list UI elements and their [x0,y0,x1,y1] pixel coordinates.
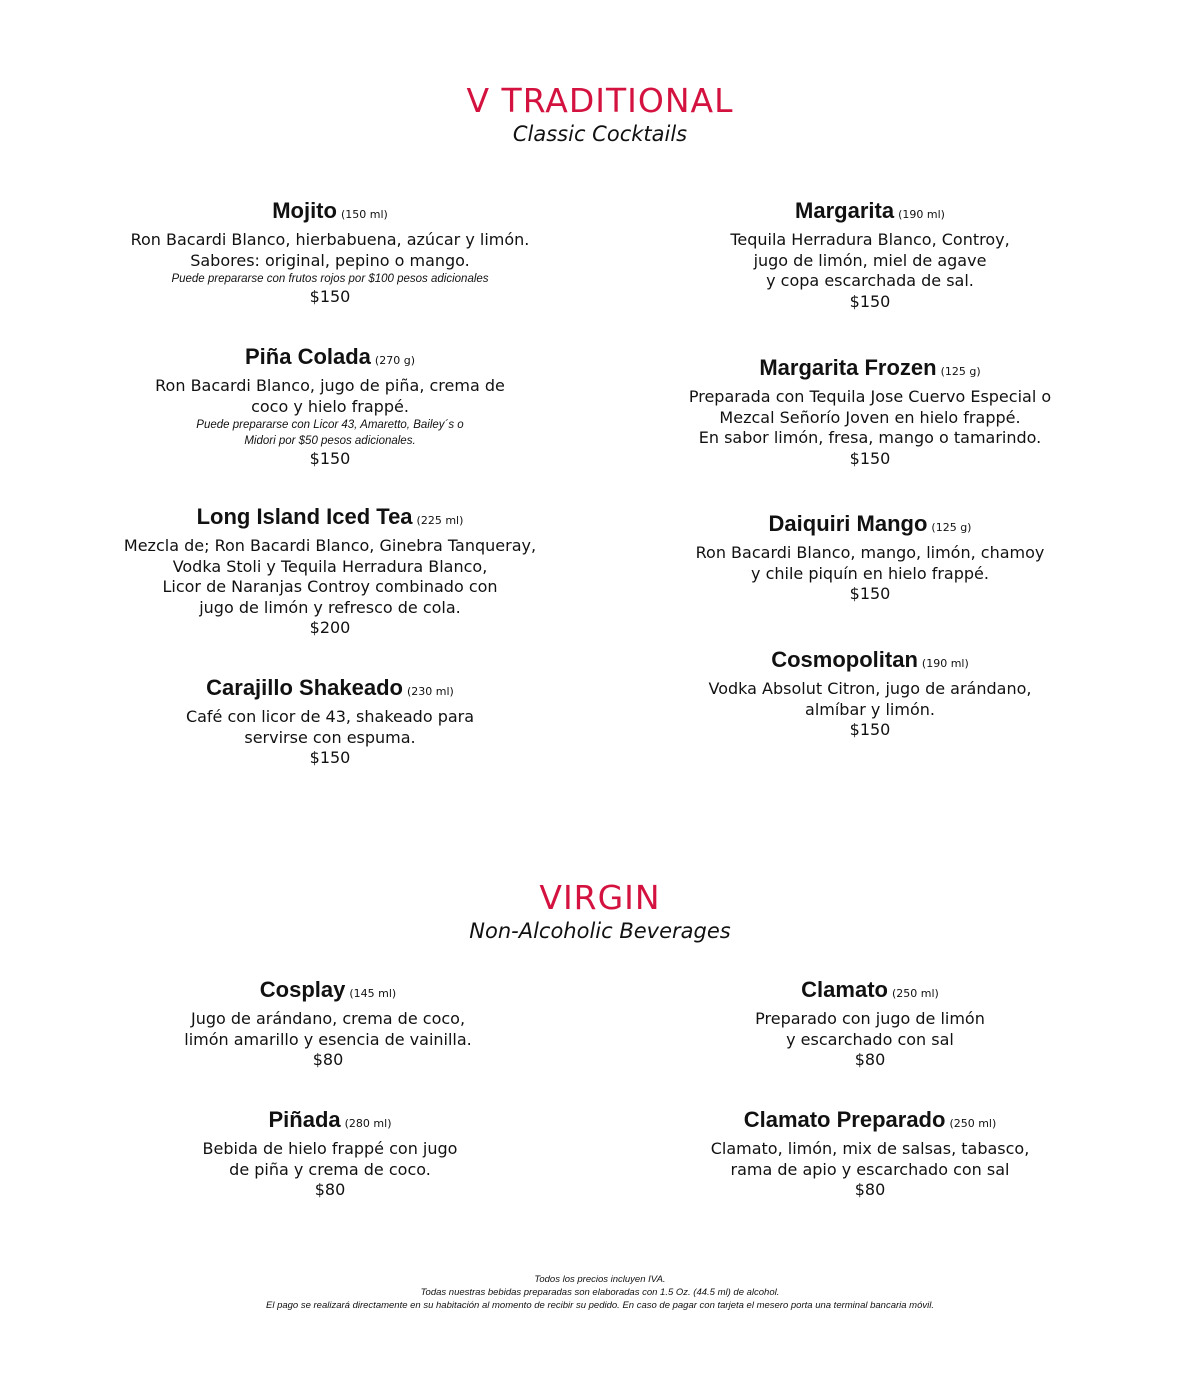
item-note: Puede prepararse con frutos rojos por $100 pesos adicionales [171,273,489,285]
menu-item-carajillo [70,675,590,769]
item-note: Puede prepararse con Licor 43, Amaretto, Bailey´s o Midori por $50 pesos adicionales. [196,419,464,447]
footer-notes [0,1273,1200,1312]
item-size: (230 ml) [407,685,454,698]
item-size: (190 ml) [898,208,945,221]
item-description: Mezcla de; Ron Bacardi Blanco, Ginebra Tanqueray, Vodka Stoli y Tequila Herradura Blanco, Licor de Naranjas Controy combinado con jugo de limón y refresco de cola. [123,536,537,617]
item-size: (125 g) [931,521,972,534]
item-description: Preparada con Tequila Jose Cuervo Especial o Mezcal Señorío Joven en hielo frappé. En sabor limón, fresa, mango o tamarindo. [688,387,1052,447]
item-name: Cosmopolitan [771,647,918,672]
menu-item-mojito [70,198,590,308]
item-description: Café con licor de 43, shakeado para servirse con espuma. [185,707,475,747]
item-price: $150 [309,287,351,306]
item-price: $200 [309,618,351,637]
item-description: Ron Bacardi Blanco, hierbabuena, azúcar y limón. Sabores: original, pepino o mango. [130,230,530,270]
section-subtitle-traditional: Classic Cocktails [512,122,688,146]
item-size: (190 ml) [921,657,969,670]
item-price: $80 [854,1050,886,1069]
menu-item-daiquiri-mango [610,511,1130,605]
item-name: Daiquiri Mango [768,511,928,536]
item-size: (250 ml) [891,987,939,1000]
item-size: (280 ml) [344,1117,392,1130]
footer-line-iva: Todos los precios incluyen IVA. [534,1274,666,1285]
menu-item-clamato-preparado [610,1107,1130,1201]
item-price: $80 [314,1180,346,1199]
item-name: Cosplay [259,977,346,1002]
item-name: Margarita Frozen [759,355,937,380]
item-name: Clamato Preparado [743,1107,946,1132]
item-price: $150 [849,448,891,468]
menu-item-margarita-frozen [610,355,1130,469]
menu-item-clamato [610,977,1130,1071]
item-name: Piña Colada [245,344,371,369]
item-price: $150 [849,584,891,603]
item-size: (250 ml) [949,1117,997,1130]
item-description: Ron Bacardi Blanco, jugo de piña, crema de coco y hielo frappé. [155,376,505,416]
item-name: Mojito [272,198,337,223]
item-description: Tequila Herradura Blanco, Controy, jugo de limón, miel de agave y copa escarchada de sal. [730,230,1010,290]
item-price: $150 [849,720,891,739]
section-subtitle-virgin: Non-Alcoholic Beverages [469,919,731,943]
menu-item-cosmopolitan [610,647,1130,741]
item-price: $150 [309,449,351,468]
item-size: (125 g) [940,365,981,378]
item-description: Jugo de arándano, crema de coco, limón amarillo y esencia de vainilla. [184,1009,472,1049]
menu-item-long-island [70,504,590,639]
item-description: Ron Bacardi Blanco, mango, limón, chamoy y chile piquín en hielo frappé. [695,543,1045,583]
footer-line-payment: El pago se realizará directamente en su habitación al momento de recibir su pedido. En caso de pagar con tarjeta el mesero porta una terminal bancaria móvil. [265,1300,934,1311]
item-size: (145 ml) [349,987,397,1000]
section-title-traditional: V TRADITIONAL [466,81,734,120]
item-name: Long Island Iced Tea [196,504,413,529]
item-description: Clamato, limón, mix de salsas, tabasco, rama de apio y escarchado con sal [710,1139,1030,1179]
item-price: $150 [309,748,351,767]
item-name: Piñada [268,1107,341,1132]
item-name: Margarita [795,198,895,223]
item-size: (150 ml) [340,208,388,221]
item-name: Carajillo Shakeado [206,675,403,700]
menu-item-pinada [70,1107,590,1201]
menu-item-margarita [610,198,1130,312]
item-description: Preparado con jugo de limón y escarchado con sal [755,1009,985,1049]
menu-item-pina-colada [70,344,590,470]
item-name: Clamato [801,977,888,1002]
menu-item-cosplay [68,977,588,1071]
item-size: (270 g) [374,354,415,367]
item-description: Bebida de hielo frappé con jugo de piña y crema de coco. [202,1139,458,1179]
item-price: $80 [854,1180,886,1199]
footer-line-alcohol: Todas nuestras bebidas preparadas son elaboradas con 1.5 Oz. (44.5 ml) de alcohol. [420,1287,780,1298]
item-price: $150 [849,291,891,311]
item-price: $80 [312,1050,344,1069]
section-title-virgin: VIRGIN [539,878,661,917]
item-size: (225 ml) [416,514,464,527]
item-description: Vodka Absolut Citron, jugo de arándano, almíbar y limón. [708,679,1032,719]
